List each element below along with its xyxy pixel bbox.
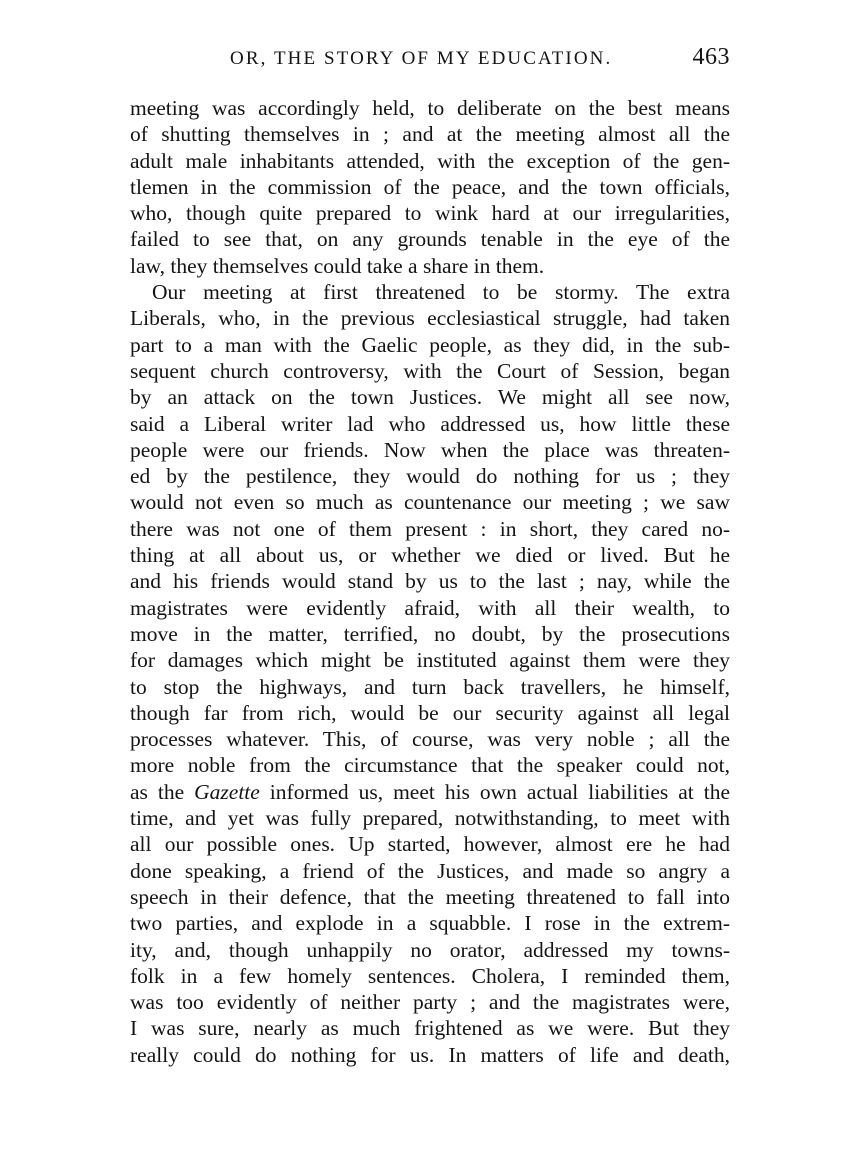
- text-line: though far from rich, would be our security against all legal: [130, 700, 730, 725]
- text-line: meeting was accordingly held, to deliberate on the best means: [130, 96, 730, 120]
- text-line: and his friends would stand by us to the last ; nay, while the: [130, 569, 730, 594]
- text-line: part to a man with the Gaelic people, as they did, in the sub-: [130, 332, 730, 357]
- text-line: who, though quite prepared to wink hard at our irregularities,: [130, 201, 730, 226]
- text-line: there was not one of them present : in short, they cared no-: [130, 516, 730, 541]
- italic-title-gazette: Gazette: [194, 779, 260, 804]
- text-line: was too evidently of neither party ; and the magistrates were,: [130, 990, 730, 1015]
- text-line: time, and yet was fully prepared, notwithstanding, to meet with: [130, 806, 730, 831]
- text-line: would not even so much as countenance our meeting ; we saw: [130, 490, 730, 515]
- text-line: sequent church controversy, with the Court of Session, began: [130, 358, 730, 383]
- text-line: more noble from the circumstance that the speaker could not,: [130, 753, 730, 778]
- paragraph-first-line: Our meeting at first threatened to be stormy. The extra: [152, 280, 730, 305]
- text-line: Liberals, who, in the previous ecclesiastical struggle, had taken: [130, 306, 730, 331]
- text-line: folk in a few homely sentences. Cholera, I reminded them,: [130, 963, 730, 988]
- text-line: of shutting themselves in ; and at the meeting almost all the: [130, 122, 730, 147]
- text-line: two parties, and explode in a squabble. I rose in the extrem-: [130, 911, 730, 936]
- text-line: to stop the highways, and turn back travellers, he himself,: [130, 674, 730, 699]
- text-line: failed to see that, on any grounds tenable in the eye of the: [130, 227, 730, 252]
- text-line: done speaking, a friend of the Justices, and made so angry a: [130, 858, 730, 883]
- text-line: said a Liberal writer lad who addressed us, how little these: [130, 411, 730, 436]
- text-line: I was sure, nearly as much frightened as we were. But they: [130, 1016, 730, 1041]
- text-line: thing at all about us, or whether we died or lived. But he: [130, 543, 730, 568]
- text-line: really could do nothing for us. In matters of life and death,: [130, 1042, 730, 1067]
- running-title: OR, THE STORY OF MY EDUCATION.: [230, 48, 613, 69]
- text-line: move in the matter, terrified, no doubt, by the prosecutions: [130, 621, 730, 646]
- text-segment: as the: [130, 779, 195, 804]
- text-line: magistrates were evidently afraid, with all their wealth, to: [130, 595, 730, 620]
- text-line: by an attack on the town Justices. We might all see now,: [130, 385, 730, 410]
- text-line: ed by the pestilence, they would do nothing for us ; they: [130, 464, 730, 489]
- text-line: tlemen in the commission of the peace, and the town officials,: [130, 174, 730, 199]
- text-line-with-italic: [130, 779, 730, 805]
- text-line: ity, and, though unhappily no orator, addressed my towns-: [130, 937, 730, 962]
- text-line: processes whatever. This, of course, was very noble ; all the: [130, 727, 730, 752]
- text-line: people were our friends. Now when the place was threaten-: [130, 437, 730, 462]
- text-line: all our possible ones. Up started, however, almost ere he had: [130, 832, 730, 857]
- body-text: [130, 95, 730, 1068]
- text-line: for damages which might be instituted against them were they: [130, 648, 730, 673]
- text-segment: informed us, meet his own actual liabilities at the: [259, 779, 730, 804]
- page-number: 463: [692, 44, 730, 70]
- text-line: speech in their defence, that the meeting threatened to fall into: [130, 884, 730, 909]
- text-line: adult male inhabitants attended, with the exception of the gen-: [130, 148, 730, 173]
- running-head: [130, 44, 730, 78]
- text-line: law, they themselves could take a share in them.: [130, 253, 545, 278]
